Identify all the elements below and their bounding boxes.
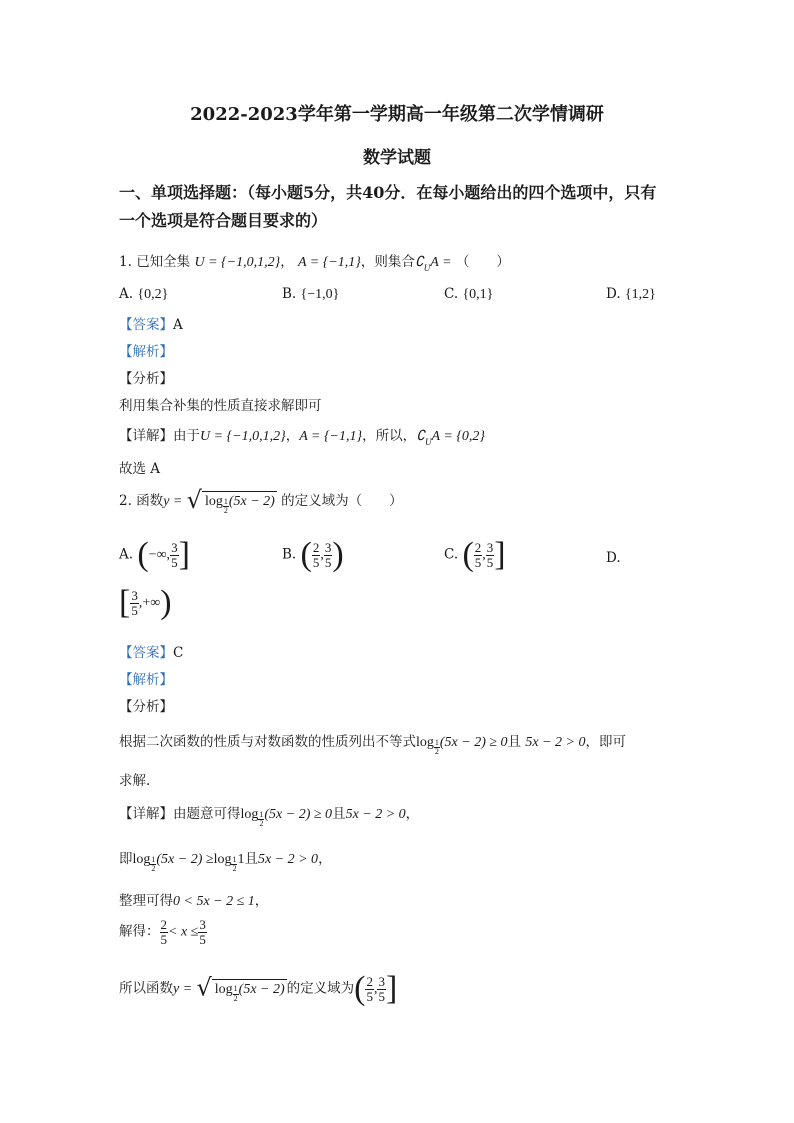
- base-num: 1: [434, 737, 439, 747]
- option-value: {−1,0}: [300, 287, 340, 302]
- bracket: (: [300, 536, 312, 573]
- fraction: [486, 541, 495, 569]
- option-label: A.: [119, 546, 134, 563]
- frac-den: 5: [171, 554, 178, 570]
- punct: ，: [285, 428, 300, 444]
- func-y: y =: [163, 494, 183, 509]
- question-text: 已知全集: [136, 254, 191, 270]
- detail-text: 由题意可得: [173, 806, 241, 822]
- sqrt-icon: √: [186, 486, 202, 514]
- frac-num: 2: [160, 917, 167, 932]
- fraction: [170, 541, 179, 569]
- detail-label: 【详解】: [119, 428, 173, 444]
- bracket: ): [160, 584, 172, 621]
- q2-fenxi-text-end: 求解.: [119, 773, 151, 789]
- q2-option-b: [282, 538, 344, 572]
- log: log: [416, 735, 434, 750]
- sqrt-icon: √: [196, 973, 212, 1002]
- bracket: ]: [178, 536, 190, 573]
- comma: ,: [373, 981, 378, 997]
- frac-den: 5: [131, 602, 138, 618]
- frac-num: 2: [366, 973, 373, 989]
- frac-num: 3: [171, 539, 178, 555]
- q2-option-d-label: D.: [606, 550, 621, 566]
- inequality: 5x − 2 > 0: [525, 735, 586, 750]
- q1-analysis-label: 【解析】: [119, 344, 173, 360]
- option-right: ,+∞: [138, 595, 161, 611]
- punct: ，: [405, 806, 420, 822]
- q2-option-a: [119, 538, 190, 572]
- fraction: [160, 918, 169, 946]
- log: log: [132, 852, 151, 867]
- step-text: 即: [119, 851, 133, 867]
- log: log: [204, 494, 223, 509]
- q2-option-d: [119, 586, 172, 620]
- frac-den: 5: [199, 931, 206, 947]
- inequality: (5x − 2) ≥ 0: [264, 807, 333, 822]
- frac-num: 2: [474, 539, 482, 555]
- answer-label: 【答案】: [119, 645, 173, 661]
- log-arg: (5x − 2): [228, 494, 275, 509]
- base-num: 1: [151, 854, 156, 864]
- option-left: −∞,: [148, 547, 171, 563]
- bracket: (: [462, 536, 474, 573]
- q1-conclusion: 故选 A: [119, 461, 161, 477]
- frac-num: 3: [486, 539, 494, 555]
- bracket: (: [137, 536, 149, 573]
- connector: 且: [507, 734, 522, 750]
- inequality: (5x − 2) ≥ 0: [439, 735, 508, 750]
- answer-label: 【答案】: [119, 317, 173, 333]
- q2-step2: [119, 847, 332, 873]
- q1-detail: [119, 424, 485, 447]
- base-den: 2: [232, 864, 237, 873]
- bracket: (: [354, 970, 366, 1007]
- q1-option-d: [606, 286, 656, 303]
- connector: 且: [332, 806, 346, 822]
- inequality: 5x − 2 > 0: [257, 852, 319, 867]
- option-label: D.: [606, 286, 621, 302]
- sqrt-body: [202, 491, 277, 515]
- question-text: ，则集合: [360, 254, 415, 270]
- frac-den: 5: [474, 554, 482, 570]
- detail-label: 【详解】: [119, 806, 173, 822]
- page-title: 2022-2023学年第一学期高一年级第二次学情调研: [190, 104, 604, 125]
- fraction: [474, 541, 483, 569]
- frac-den: 5: [366, 988, 373, 1004]
- fenxi-text: ，即可: [585, 734, 626, 750]
- comma: ,: [482, 547, 486, 563]
- q1-fenxi-label: 【分析】: [119, 371, 173, 387]
- q1-option-c: [444, 286, 493, 303]
- inequality: 5x − 2 > 0: [345, 807, 406, 822]
- set-A: A = {−1,1}: [297, 255, 361, 270]
- punct: ，: [280, 254, 294, 270]
- option-label: A.: [119, 286, 134, 302]
- fraction: [198, 918, 207, 946]
- answer-value: A: [173, 317, 183, 333]
- log: log: [240, 807, 259, 822]
- detail-text: 由于: [173, 428, 200, 444]
- question-number: 1.: [119, 254, 132, 270]
- base-den: 2: [223, 506, 228, 515]
- frac-den: 5: [160, 931, 167, 947]
- punct: ，: [254, 893, 269, 909]
- sqrt-body: [212, 979, 287, 1003]
- frac-den: 5: [378, 988, 385, 1004]
- log-arg: (5x − 2): [238, 981, 285, 997]
- punct: ，: [318, 851, 332, 867]
- q1-option-b: [282, 286, 339, 303]
- frac-den: 5: [312, 554, 320, 570]
- comma: ,: [320, 547, 324, 563]
- question-text: 函数: [136, 493, 164, 509]
- question-1: [119, 250, 510, 273]
- bracket: ]: [385, 970, 398, 1007]
- step-text: 整理可得: [119, 893, 173, 909]
- complement-expr: A =: [430, 255, 452, 270]
- q2-fenxi-label: 【分析】: [119, 699, 173, 715]
- step-text: 所以函数: [119, 980, 173, 997]
- frac-num: 3: [199, 917, 206, 932]
- bracket: ): [332, 536, 344, 573]
- fenxi-text: 根据二次函数的性质与对数函数的性质列出不等式: [119, 734, 416, 750]
- base-num: 1: [259, 809, 264, 819]
- frac-den: 5: [486, 554, 494, 570]
- frac-num: 2: [312, 539, 320, 555]
- step-text: 解得：: [119, 923, 160, 940]
- complement-symbol: ∁: [414, 255, 424, 270]
- fraction: [377, 975, 386, 1003]
- q2-option-c: [444, 538, 506, 572]
- detail-text: ，所以，: [362, 428, 417, 444]
- frac-den: 5: [324, 554, 332, 570]
- bracket: ]: [494, 536, 506, 573]
- section-heading-line1: 一、单项选择题：（每小题5分，共40分．在每小题给出的四个选项中，只有: [119, 183, 657, 202]
- frac-num: 3: [324, 539, 332, 555]
- fraction: [365, 975, 374, 1003]
- q1-fenxi-text: 利用集合补集的性质直接求解即可: [119, 398, 322, 414]
- option-label: B.: [282, 286, 297, 302]
- frac-num: 3: [131, 587, 138, 603]
- option-label: C.: [444, 286, 459, 302]
- set-U: U = {−1,0,1,2}: [194, 255, 281, 270]
- set-U: U = {−1,0,1,2}: [200, 429, 286, 444]
- option-value: {0,2}: [137, 287, 169, 302]
- section-heading-line2: 一个选项是符合题目要求的）: [119, 211, 328, 230]
- question-text: 的定义域为（ ）: [281, 493, 403, 509]
- complement-symbol: ∁: [416, 429, 426, 444]
- base-num: 1: [233, 984, 238, 994]
- option-label: B.: [282, 546, 297, 563]
- fraction: [130, 589, 139, 617]
- q2-answer: [119, 641, 183, 661]
- inequality: (5x − 2) ≥: [156, 852, 214, 867]
- question-number: 2.: [119, 493, 132, 509]
- answer-blank: （ ）: [455, 254, 510, 270]
- option-label: C.: [444, 546, 459, 563]
- q2-fenxi-text: [119, 730, 626, 756]
- frac-num: 3: [378, 973, 385, 989]
- q2-step4: [119, 918, 207, 946]
- complement-subscript: U: [425, 437, 432, 447]
- option-value: {0,1}: [462, 287, 494, 302]
- log-arg: 1: [237, 852, 245, 867]
- base-den: 2: [434, 747, 439, 756]
- base-num: 1: [232, 854, 237, 864]
- inequality: 0 < 5x − 2 ≤ 1: [173, 894, 255, 909]
- question-2: [119, 486, 403, 515]
- answer-value: C: [173, 645, 184, 661]
- page-subtitle: 数学试题: [363, 148, 431, 168]
- q2-detail: [119, 802, 419, 828]
- log: log: [214, 981, 233, 997]
- complement-subscript: U: [423, 263, 431, 273]
- connector: 且: [244, 851, 258, 867]
- option-value: {1,2}: [624, 287, 656, 302]
- inequality: < x ≤: [168, 924, 199, 940]
- q2-step3: [119, 889, 268, 910]
- complement-result: A = {0,2}: [431, 429, 485, 444]
- func-y: y =: [173, 981, 193, 997]
- q1-option-a: [119, 286, 168, 303]
- log: log: [213, 852, 232, 867]
- set-A: A = {−1,1}: [299, 429, 363, 444]
- step-text: 的定义域为: [286, 980, 355, 997]
- base-den: 2: [259, 819, 264, 828]
- base-den: 2: [151, 864, 156, 873]
- q2-analysis-label: 【解析】: [119, 672, 173, 688]
- bracket: [: [119, 584, 131, 621]
- q2-step5: [119, 972, 397, 1006]
- q1-answer: [119, 313, 183, 333]
- base-num: 1: [223, 496, 228, 506]
- base-den: 2: [233, 993, 238, 1003]
